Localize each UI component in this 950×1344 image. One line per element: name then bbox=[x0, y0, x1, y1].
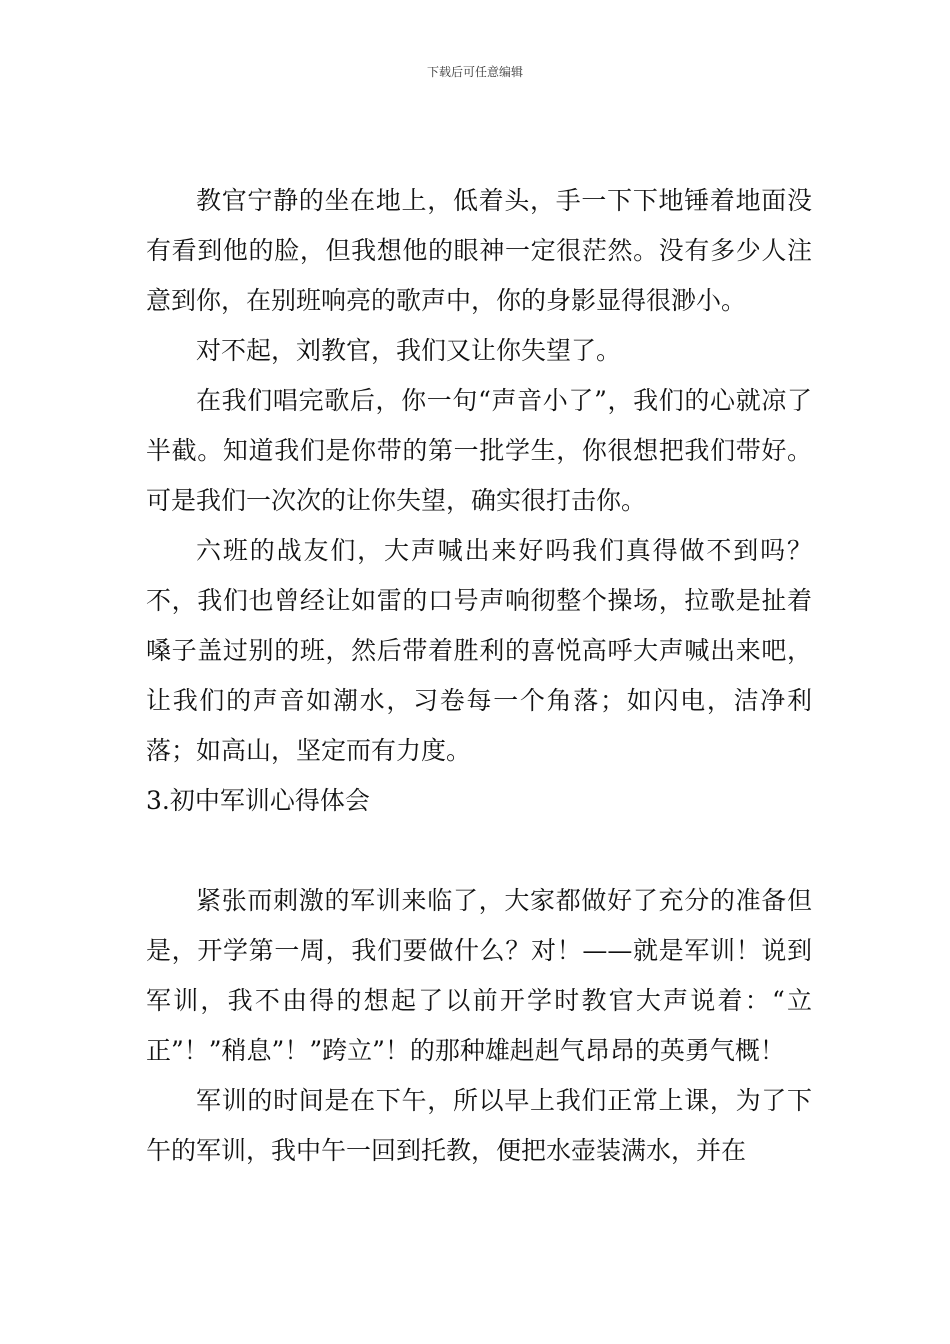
paragraph: 在我们唱完歌后，你一句“声音小了”，我们的心就凉了半截。知道我们是你带的第一批学生，你很想把我们带好。可是我们一次次的让你失望，确实很打击你。 bbox=[146, 386, 812, 515]
document-body bbox=[146, 176, 812, 1176]
paragraph: 军训的时间是在下午，所以早上我们正常上课，为了下午的军训，我中午一回到托教，便把水壶装满水，并在 bbox=[146, 1086, 812, 1165]
paragraph: 教官宁静的坐在地上，低着头，手一下下地锤着地面没有看到他的脸，但我想他的眼神一定很茫然。没有多少人注意到你，在别班响亮的歌声中，你的身影显得很渺小。 bbox=[146, 186, 812, 315]
paragraph: 紧张而刺激的军训来临了，大家都做好了充分的准备但是，开学第一周，我们要做什么？对！——就是军训！说到军训，我不由得的想起了以前开学时教官大声说着：“立正”！”稍息”！”跨立”！的那种雄赳赳气昂昂的英勇气概！ bbox=[146, 886, 812, 1065]
paragraph: 对不起，刘教官，我们又让你失望了。 bbox=[196, 336, 622, 365]
section-heading: 3.初中军训心得体会 bbox=[146, 786, 370, 815]
page-header: 下载后可任意编辑 bbox=[426, 65, 523, 79]
blank-line bbox=[146, 826, 812, 876]
paragraph: 六班的战友们，大声喊出来好吗我们真得做不到吗？不，我们也曾经让如雷的口号声响彻整个操场，拉歌是扯着嗓子盖过别的班，然后带着胜利的喜悦高呼大声喊出来吧，让我们的声音如潮水，习卷每一个角落；如闪电，洁净利落；如高山，坚定而有力度。 bbox=[146, 536, 812, 765]
